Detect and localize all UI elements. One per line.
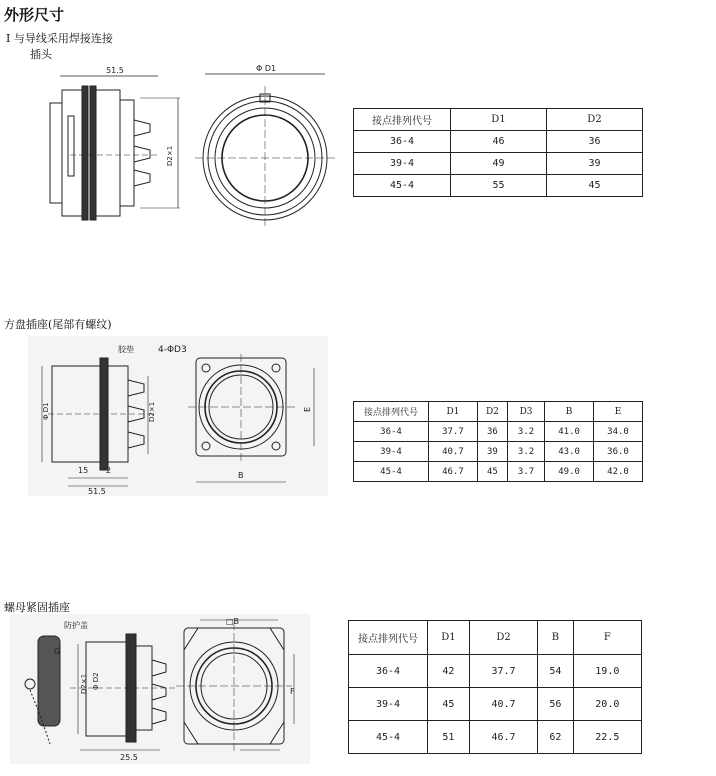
table3-header: D1 [428, 621, 470, 655]
table2-header: D2 [477, 402, 507, 422]
table-cell: 43.0 [545, 442, 594, 462]
flange-d2-dim: D2×1 [148, 401, 156, 422]
nut-d2-dim: D2×1 [80, 673, 88, 694]
table-cell: 3.7 [507, 462, 544, 482]
flange-d1-dim: Φ D1 [42, 402, 50, 420]
table-cell: 45 [477, 462, 507, 482]
table3-header: D2 [469, 621, 537, 655]
table-cell: 45 [547, 175, 643, 197]
table-cell: 51 [428, 721, 470, 754]
table-cell: 34.0 [594, 422, 643, 442]
flange-receptacle-drawing [28, 336, 328, 496]
table-cell: 19.0 [573, 655, 641, 688]
table-cell: 40.7 [429, 442, 478, 462]
dim-2: 2 [106, 466, 112, 475]
cover-label: 防护盖 [64, 621, 88, 630]
table-cell: 36-4 [354, 131, 451, 153]
nut-length-dim: 25.5 [120, 753, 138, 762]
page-title: 外形尺寸 [4, 6, 65, 24]
table-cell: 45-4 [354, 462, 429, 482]
gasket-label: 胶垫 [118, 345, 134, 354]
table-cell: 36 [547, 131, 643, 153]
table2-header: E [594, 402, 643, 422]
table-cell: 36.0 [594, 442, 643, 462]
plug-length-dim: 51.5 [106, 66, 124, 75]
table-row [349, 655, 642, 688]
plug-drawing [40, 58, 340, 228]
table-cell: 54 [538, 655, 574, 688]
table-cell: 20.0 [573, 688, 641, 721]
table-cell: 49 [451, 153, 547, 175]
table2-header: B [545, 402, 594, 422]
table-row [354, 131, 643, 153]
table1-header: 接点排列代号 [354, 109, 451, 131]
section1-line1: I 与导线采用焊接连接 [6, 32, 113, 45]
table-cell: 37.7 [429, 422, 478, 442]
table1-header: D2 [547, 109, 643, 131]
table-cell: 62 [538, 721, 574, 754]
table-cell: 45-4 [349, 721, 428, 754]
table-cell: 49.0 [545, 462, 594, 482]
table-row [354, 422, 643, 442]
section3-heading: 螺母紧固插座 [4, 601, 70, 614]
table3-header: B [538, 621, 574, 655]
table-row [354, 462, 643, 482]
table-row [354, 175, 643, 197]
plug-d1-dim: Φ D1 [256, 64, 277, 73]
dim-15: 15 [78, 466, 89, 475]
plug-d2-dim: D2×1 [166, 145, 174, 166]
flange-b-dim: B [238, 471, 244, 480]
table-cell: 3.2 [507, 442, 544, 462]
table-cell: 45-4 [354, 175, 451, 197]
flange-e-dim: E [303, 406, 312, 412]
holes-label: 4-ΦD3 [158, 345, 187, 355]
table-cell: 37.7 [469, 655, 537, 688]
section2-heading: 方盘插座(尾部有螺纹) [4, 318, 112, 331]
flange-dimension-table [353, 401, 643, 482]
table-cell: 40.7 [469, 688, 537, 721]
section1-line2: 插头 [30, 48, 52, 61]
table-cell: 22.5 [573, 721, 641, 754]
table2-header: D3 [507, 402, 544, 422]
table-cell: 55 [451, 175, 547, 197]
plug-dimension-table [353, 108, 643, 197]
g-label: G [54, 647, 61, 656]
table-row [349, 721, 642, 754]
nut-b-dim: □B [226, 617, 240, 626]
nut-dimension-table [348, 620, 642, 754]
table-cell: 39 [547, 153, 643, 175]
table2-header: D1 [429, 402, 478, 422]
table-row [354, 442, 643, 462]
nut-receptacle-drawing [10, 614, 310, 764]
table-cell: 45 [428, 688, 470, 721]
table-cell: 39-4 [354, 153, 451, 175]
table1-header: D1 [451, 109, 547, 131]
table-cell: 46.7 [429, 462, 478, 482]
table-cell: 42.0 [594, 462, 643, 482]
table-cell: 36-4 [354, 422, 429, 442]
table-cell: 56 [538, 688, 574, 721]
table-cell: 42 [428, 655, 470, 688]
table2-header: 接点排列代号 [354, 402, 429, 422]
table3-header: 接点排列代号 [349, 621, 428, 655]
table-cell: 39-4 [349, 688, 428, 721]
table-cell: 36 [477, 422, 507, 442]
table3-header: F [573, 621, 641, 655]
flange-length-dim: 51.5 [88, 487, 106, 496]
table-cell: 46.7 [469, 721, 537, 754]
table-cell: 39-4 [354, 442, 429, 462]
table-cell: 39 [477, 442, 507, 462]
table-cell: 3.2 [507, 422, 544, 442]
table-row [354, 153, 643, 175]
table-row [349, 688, 642, 721]
nut-d1-dim: Φ D2 [92, 672, 100, 690]
table-cell: 36-4 [349, 655, 428, 688]
table-cell: 46 [451, 131, 547, 153]
table-cell: 41.0 [545, 422, 594, 442]
nut-f-dim: F [290, 687, 295, 696]
